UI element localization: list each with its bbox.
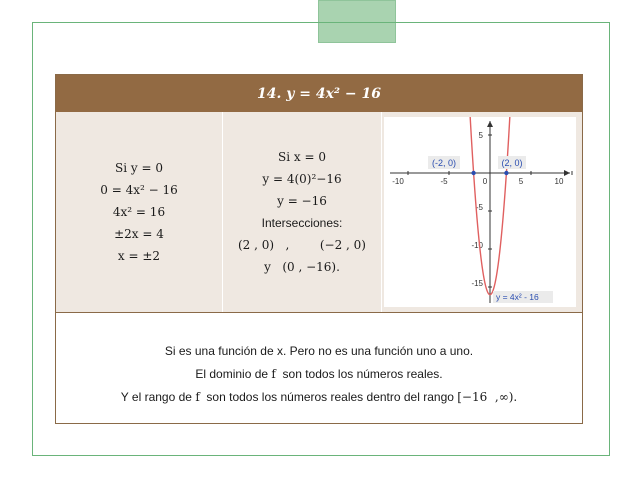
parabola-graph bbox=[384, 117, 576, 307]
intercept-point-neg bbox=[471, 171, 475, 175]
x-intercept-column bbox=[56, 112, 223, 312]
equation-line: y = 4(0)²−16 bbox=[262, 172, 342, 186]
intersection-y-point: y (0 , −16). bbox=[264, 260, 340, 274]
range-text: Y el rango de bbox=[120, 390, 196, 404]
intersections-label: Intersecciones: bbox=[261, 216, 343, 230]
y-intercept-column bbox=[223, 112, 382, 312]
x-axis-arrow bbox=[564, 170, 570, 176]
y-tick-label: -5 bbox=[475, 203, 483, 212]
equation-line: 0 = 4x² − 16 bbox=[100, 183, 178, 197]
conclusion-section bbox=[56, 313, 582, 423]
domain-text: El dominio de bbox=[195, 367, 272, 381]
equation-line: ±2x = 4 bbox=[114, 227, 164, 241]
range-text-rest: son todos los números reales dentro del rango bbox=[199, 390, 458, 404]
domain-text-rest: son todos los números reales. bbox=[275, 367, 443, 381]
function-statement: Si es una función de x. Pero no es una función uno a uno. bbox=[164, 344, 474, 358]
equation-line: Si y = 0 bbox=[115, 161, 163, 175]
conclusion-line-1 bbox=[56, 344, 582, 358]
equation-label: y = 4x² - 16 bbox=[496, 292, 539, 302]
exercise-card bbox=[55, 74, 583, 424]
intercept-point-pos bbox=[504, 171, 508, 175]
function-symbol: f bbox=[271, 367, 276, 381]
conclusion-line-3 bbox=[56, 390, 582, 404]
y-tick-label: 5 bbox=[478, 131, 483, 140]
x-tick-label: -10 bbox=[392, 177, 404, 186]
graph-column bbox=[382, 112, 582, 312]
equation-line: 4x² = 16 bbox=[112, 205, 166, 219]
y-axis-arrow bbox=[487, 121, 493, 127]
range-interval: [−16 ,∞). bbox=[457, 390, 518, 404]
x-tick-label: 0 bbox=[482, 177, 488, 186]
equation-line: Si x = 0 bbox=[278, 150, 326, 164]
conclusion-line-2 bbox=[56, 367, 582, 381]
y-tick-label: -10 bbox=[471, 241, 483, 250]
x-tick-label: 5 bbox=[518, 177, 524, 186]
parabola-svg bbox=[384, 117, 576, 307]
function-symbol: f bbox=[195, 390, 200, 404]
exercise-body bbox=[56, 112, 582, 313]
equation-line: y = −16 bbox=[277, 194, 327, 208]
exercise-title: 14. y = 4x² − 16 bbox=[56, 75, 582, 112]
x-tick-label: -5 bbox=[440, 177, 448, 186]
point-label-pos: (2, 0) bbox=[501, 158, 523, 168]
intersection-points: (2 , 0) , (−2 , 0) bbox=[238, 238, 366, 252]
equation-line: x = ±2 bbox=[117, 249, 161, 263]
point-label-neg: (-2, 0) bbox=[431, 158, 457, 168]
x-tick-label: 10 bbox=[554, 177, 564, 186]
y-tick-label: -15 bbox=[471, 279, 483, 288]
